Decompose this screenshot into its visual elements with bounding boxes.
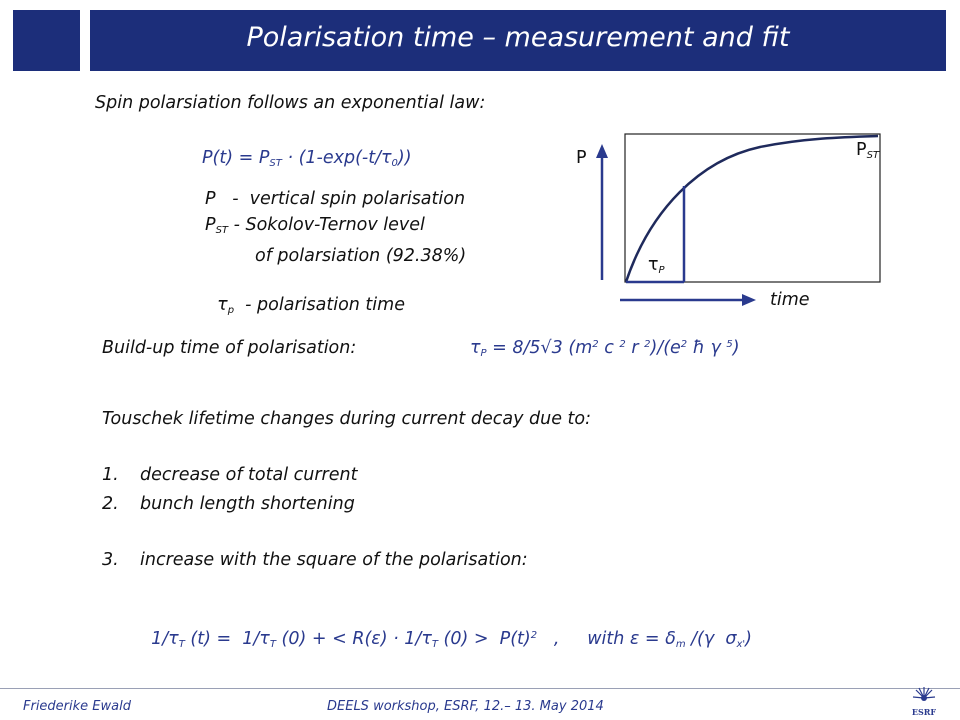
slide-title: Polarisation time – measurement and fit xyxy=(246,22,790,53)
plot-asymptote-label: $P_{ST}$ xyxy=(856,140,880,161)
polarisation-formula: $P(t) = P_{ST} \cdot (1-\exp(-t/\tau_0))$ xyxy=(202,148,412,169)
touschek-intro: Touschek lifetime changes during current decay due to: xyxy=(102,409,591,429)
buildup-label: Build-up time of polarisation: xyxy=(102,338,357,358)
plot-xlabel: time xyxy=(770,290,810,310)
title-bar xyxy=(90,10,946,71)
definition-p: P - vertical spin polarisation xyxy=(205,189,466,209)
plot-tau-label: $\tau_P$ xyxy=(648,255,665,276)
intro-text: Spin polarsiation follows an exponential law: xyxy=(95,93,486,113)
definition-pst-cont: of polarsiation (92.38%) xyxy=(255,246,467,266)
list-item-3: 3. increase with the square of the polarisation: xyxy=(102,550,528,570)
buildup-formula: $\tau_P = 8/5√3$ ($m^2$ c $^2$ r $^2)/(e^2$ ħ γ $^5$) xyxy=(470,338,740,359)
footer-divider xyxy=(0,688,960,689)
footer-event: DEELS workshop, ESRF, 12.– 13. May 2014 xyxy=(327,699,604,714)
definition-tau: $\tau_p$ - polarisation time xyxy=(217,295,405,316)
list-item-2: 2. bunch length shortening xyxy=(102,494,355,514)
list-item-1: 1. decrease of total current xyxy=(102,465,358,485)
definition-pst: $P_{ST}$ - Sokolov-Ternov level xyxy=(205,215,425,236)
y-axis-arrow xyxy=(596,144,608,158)
touschek-equation: $1/\tau_T$ $(t) = 1/\tau_T$ (0) + < $R(\varepsilon) \cdot 1/\tau_T$ $(0) > P(t)^2$ , with $\varepsilon = \delta_m$ /(γ $\sigma_{x'}$) xyxy=(151,629,752,650)
x-axis-arrow xyxy=(742,294,756,306)
footer-author: Friederike Ewald xyxy=(23,699,131,714)
title-square xyxy=(13,10,80,71)
esrf-logo-icon xyxy=(905,685,943,719)
plot-ylabel: P xyxy=(576,148,587,168)
logo-text: ESRF xyxy=(911,707,937,717)
